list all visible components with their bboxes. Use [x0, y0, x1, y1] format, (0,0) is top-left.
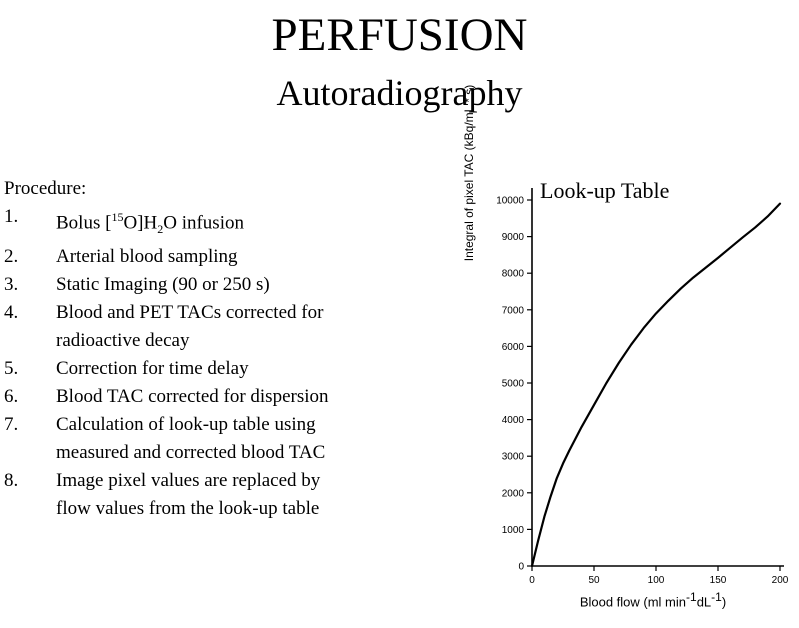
list-item-label: Arterial blood sampling [56, 246, 238, 268]
list-item [4, 411, 454, 439]
chart-y-tick-label: 5000 [501, 378, 524, 390]
list-item-continuation: measured and corrected blood TAC [56, 442, 326, 464]
text-segment: O]H [123, 212, 158, 234]
list-item-number: 4. [4, 302, 19, 324]
page-title: PERFUSION [271, 9, 528, 61]
chart-y-tick-label: 4000 [501, 415, 524, 427]
chart-y-axis-label: Integral of pixel TAC (kBq/mL * s) [462, 84, 476, 262]
list-item [4, 299, 454, 327]
superscript-15: 15 [111, 210, 124, 224]
chart-x-tick-label: 0 [529, 575, 535, 586]
text-segment: O infusion [163, 212, 244, 234]
chart-x-axis-label [528, 590, 778, 609]
list-item-number: 5. [4, 358, 19, 380]
superscript-neg1: -1 [711, 590, 722, 604]
superscript-neg1: -1 [686, 590, 697, 604]
text-segment: Blood flow (ml min [579, 594, 687, 610]
list-item-label: Image pixel values are replaced by [56, 470, 321, 492]
list-item [4, 243, 454, 271]
chart-x-tick-label: 100 [647, 575, 665, 586]
chart-y-tick-label: 10000 [496, 195, 524, 207]
list-item [4, 271, 454, 299]
list-item-label: Calculation of look-up table using [56, 414, 316, 436]
list-item [4, 383, 454, 411]
text-segment: Bolus [ [56, 212, 112, 234]
list-item-number: 8. [4, 470, 19, 492]
chart-y-tick-label: 0 [518, 561, 524, 573]
list-item-number: 7. [4, 414, 19, 436]
list-item-label: Blood TAC corrected for dispersion [56, 386, 329, 408]
list-item-number: 3. [4, 274, 19, 296]
chart-y-tick-label: 1000 [501, 524, 524, 536]
chart-y-tick-label: 3000 [501, 451, 524, 463]
chart-y-tick-label: 9000 [501, 232, 524, 244]
list-item-continuation: flow values from the look-up table [56, 498, 320, 520]
subscript-2: 2 [157, 222, 164, 237]
list-item-label [56, 203, 454, 243]
text-segment: dL [696, 594, 712, 610]
list-item [4, 355, 454, 383]
chart-y-tick-label: 2000 [501, 488, 524, 500]
list-item-number: 1. [4, 206, 19, 227]
list-item-label: Blood and PET TACs corrected for [56, 302, 324, 324]
procedure-list [4, 175, 454, 523]
chart-x-tick-label: 200 [771, 575, 789, 586]
list-item-continuation: radioactive decay [56, 330, 190, 352]
list-item [4, 467, 454, 495]
chart-y-tick-label: 7000 [501, 305, 524, 317]
chart-x-tick-label: 150 [709, 575, 727, 586]
list-item-label: Correction for time delay [56, 358, 249, 380]
lookup-table-chart [462, 84, 795, 618]
chart-y-tick-label: 6000 [501, 341, 524, 353]
list-item-label: Static Imaging (90 or 250 s) [56, 274, 270, 296]
procedure-heading: Procedure: [4, 178, 87, 199]
chart-y-tick-label: 8000 [501, 268, 524, 280]
chart-plot-svg [470, 178, 795, 588]
chart-series-line [532, 204, 780, 566]
list-item-number: 2. [4, 246, 19, 268]
text-segment: ) [721, 594, 727, 610]
page-subtitle: Autoradiography [276, 73, 523, 113]
chart-x-tick-label: 50 [588, 575, 600, 586]
list-item-number: 6. [4, 386, 19, 408]
chart-title: Look-up Table [540, 178, 670, 203]
list-item [4, 203, 454, 243]
